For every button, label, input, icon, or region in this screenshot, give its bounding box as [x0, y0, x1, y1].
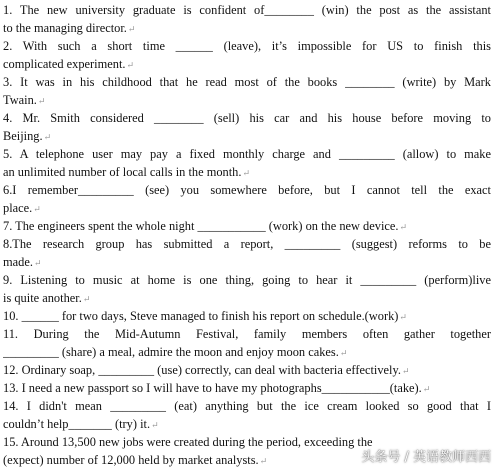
document-line [3, 37, 491, 55]
line-text: 5. A telephone user may pay a fixed monthly charge and _________ (allow) to make [3, 147, 491, 161]
document-line [3, 307, 491, 325]
line-text: 9. Listening to music at home is one thing, going to hear it _________ (perform)live [3, 273, 491, 287]
line-text: couldn’t help_______ (try) it. [3, 417, 151, 431]
document-line [3, 1, 491, 19]
paragraph-mark-icon: ↵ [33, 258, 42, 268]
line-text: 7. The engineers spent the whole night ___________ (work) on the new device. [3, 219, 399, 233]
document-page [3, 0, 491, 471]
document-line [3, 19, 491, 37]
line-text: 8.The research group has submitted a report, _________ (suggest) reforms to be [3, 237, 491, 251]
document-line [3, 361, 491, 379]
line-text: Twain. [3, 93, 37, 107]
paragraph-mark-icon: ↵ [33, 204, 41, 214]
line-text: 4. Mr. Smith considered ________ (sell) his car and his house before moving to [3, 111, 491, 125]
paragraph-mark-icon: ↵ [339, 348, 348, 358]
document-line [3, 145, 491, 163]
line-text: is quite another. [3, 291, 82, 305]
document-line [3, 181, 491, 199]
document-line [3, 217, 491, 235]
paragraph-mark-icon: ↵ [126, 60, 135, 70]
document-line [3, 379, 491, 397]
line-text: 12. Ordinary soap, _________ (use) correctly, can deal with bacteria effectively. [3, 363, 401, 377]
line-text: place. [3, 201, 33, 215]
line-text: 6.I remember_________ (see) you somewhere before, but I cannot tell the exact [3, 183, 491, 197]
document-line [3, 325, 491, 343]
paragraph-mark-icon: ↵ [127, 24, 136, 34]
paragraph-mark-icon: ↵ [401, 366, 410, 376]
document-line [3, 91, 491, 109]
line-text: 2. With such a short time ______ (leave), it’s impossible for US to finish this [3, 39, 491, 53]
line-text: 15. Around 13,500 new jobs were created during the period, exceeding the [3, 435, 373, 449]
line-text: 14. I didn't mean _________ (eat) anything but the ice cream looked so good that I [3, 399, 491, 413]
line-text: an unlimited number of local calls in the month. [3, 165, 242, 179]
document-line [3, 415, 491, 433]
document-line [3, 253, 491, 271]
paragraph-mark-icon: ↵ [82, 294, 91, 304]
watermark: 头条号 / 英语教师西西 [361, 450, 491, 465]
line-text: 3. It was in his childhood that he read most of the books ________ (write) by Mark [3, 75, 491, 89]
document-line [3, 127, 491, 145]
document-line [3, 109, 491, 127]
document-line [3, 343, 491, 361]
line-text: made. [3, 255, 33, 269]
line-text: 13. I need a new passport so I will have to have my photographs___________(take). [3, 381, 422, 395]
document-line [3, 199, 491, 217]
paragraph-mark-icon: ↵ [37, 96, 46, 106]
line-text: complicated experiment. [3, 57, 126, 71]
document-line [3, 73, 491, 91]
paragraph-mark-icon: ↵ [151, 420, 159, 430]
document-line [3, 289, 491, 307]
paragraph-mark-icon: ↵ [399, 312, 407, 322]
document-line [3, 55, 491, 73]
line-text: to the managing director. [3, 21, 127, 35]
paragraph-mark-icon: ↵ [259, 456, 268, 466]
line-text: (expect) number of 12,000 held by market analysts. [3, 453, 259, 467]
line-text: 10. ______ for two days, Steve managed to finish his report on schedule.(work) [3, 309, 399, 323]
paragraph-mark-icon: ↵ [422, 384, 431, 394]
paragraph-mark-icon: ↵ [242, 168, 251, 178]
line-text: Beijing. [3, 129, 43, 143]
paragraph-mark-icon: ↵ [399, 222, 408, 232]
document-line [3, 235, 491, 253]
line-text: 1. The new university graduate is confident of________ (win) the post as the assistant [3, 3, 491, 17]
document-line [3, 397, 491, 415]
document-line [3, 271, 491, 289]
document-line [3, 163, 491, 181]
line-text: 11. During the Mid-Autumn Festival, family members often gather together [3, 327, 491, 341]
paragraph-mark-icon: ↵ [43, 132, 52, 142]
line-text: _________ (share) a meal, admire the moon and enjoy moon cakes. [3, 345, 339, 359]
